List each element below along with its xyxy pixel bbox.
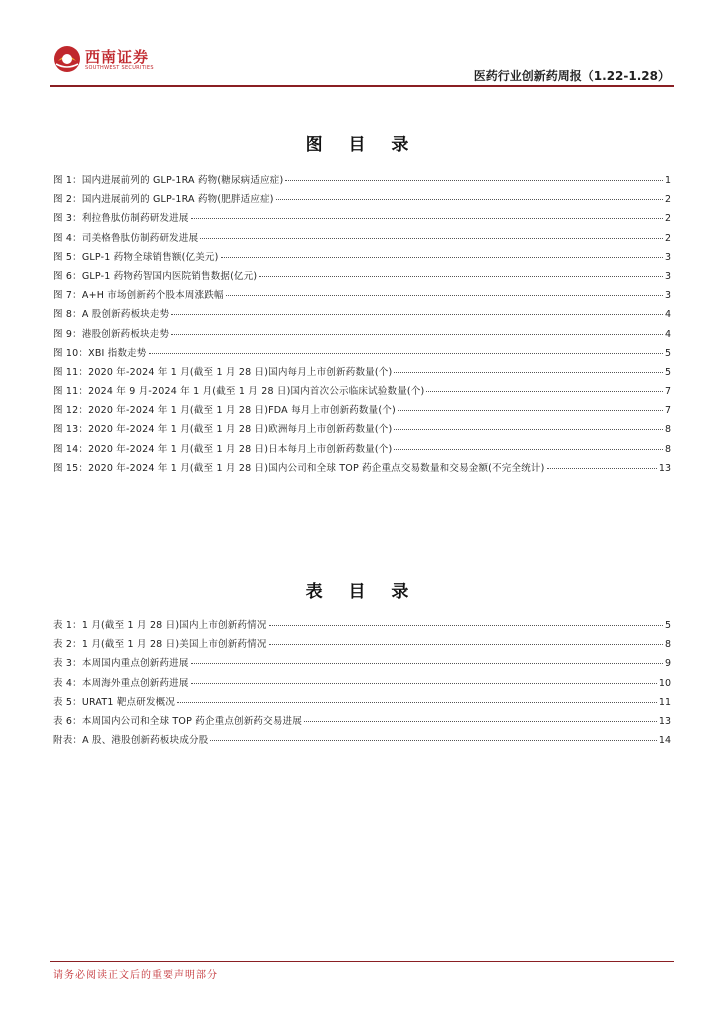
figure-entry-page-number: 2: [664, 213, 671, 225]
table-entry[interactable]: [53, 713, 671, 732]
table-entry-page-number: 14: [658, 735, 671, 747]
dot-leader: [191, 218, 663, 219]
table-entry[interactable]: [53, 732, 671, 751]
table-entry-label: 附表：A 股、港股创新药板块成分股: [53, 735, 209, 747]
dot-leader: [221, 257, 663, 258]
figure-entry[interactable]: [53, 268, 671, 287]
dot-leader: [191, 663, 663, 664]
dot-leader: [259, 276, 663, 277]
dot-leader: [394, 429, 663, 430]
dot-leader: [191, 683, 657, 684]
figure-entry-page-number: 4: [664, 328, 671, 340]
dot-leader: [304, 721, 657, 722]
figure-entry[interactable]: [53, 306, 671, 325]
figure-entry-page-number: 2: [664, 232, 671, 244]
company-logo: [53, 45, 173, 75]
dot-leader: [171, 314, 663, 315]
figure-entry[interactable]: [53, 287, 671, 306]
dot-leader: [394, 372, 663, 373]
table-entry[interactable]: [53, 636, 671, 655]
figure-entry-page-number: 13: [658, 462, 671, 474]
figure-entry-label: 图 11：2024 年 9 月-2024 年 1 月(截至 1 月 28 日)国内首次公示临床试验数量(个): [53, 386, 425, 398]
figure-entry[interactable]: [53, 441, 671, 460]
figure-entry-page-number: 3: [664, 270, 671, 282]
page-header: [0, 0, 724, 90]
figure-entry-page-number: 2: [664, 194, 671, 206]
tables-toc-list: [53, 617, 671, 751]
figure-entry[interactable]: [53, 421, 671, 440]
table-entry-label: 表 2：1 月(截至 1 月 28 日)美国上市创新药情况: [53, 639, 267, 651]
dot-leader: [210, 740, 656, 741]
figure-entry-label: 图 4：司美格鲁肽仿制药研发进展: [53, 232, 199, 244]
figure-entry[interactable]: [53, 402, 671, 421]
table-entry-page-number: 10: [658, 677, 671, 689]
figure-entry-label: 图 12：2020 年-2024 年 1 月(截至 1 月 28 日)FDA 每月上市创新药数量(个): [53, 405, 396, 417]
figure-entry-label: 图 7：A+H 市场创新药个股本周涨跌幅: [53, 290, 224, 302]
dot-leader: [149, 353, 663, 354]
header-divider: [50, 85, 674, 87]
report-title: 医药行业创新药周报（1.22-1.28）: [473, 69, 670, 83]
table-entry-page-number: 9: [664, 658, 671, 670]
figure-entry[interactable]: [53, 249, 671, 268]
figure-entry-label: 图 13：2020 年-2024 年 1 月(截至 1 月 28 日)欧洲每月上市创新药数量(个): [53, 424, 393, 436]
figure-entry[interactable]: [53, 230, 671, 249]
figure-entry-label: 图 1：国内进展前列的 GLP-1RA 药物(糖尿病适应症): [53, 175, 284, 186]
figure-entry-label: 图 3：利拉鲁肽仿制药研发进展: [53, 213, 189, 225]
figure-entry-label: 图 9：港股创新药板块走势: [53, 328, 170, 340]
dot-leader: [394, 449, 663, 450]
dot-leader: [200, 238, 663, 239]
figure-entry[interactable]: [53, 460, 671, 479]
table-entry[interactable]: [53, 694, 671, 713]
figure-entry-label: 图 8：A 股创新药板块走势: [53, 309, 170, 321]
figure-entry[interactable]: [53, 172, 671, 191]
table-entry[interactable]: [53, 675, 671, 694]
figure-entry-page-number: 8: [664, 424, 671, 436]
dot-leader: [177, 702, 657, 703]
figure-entry-label: 图 2：国内进展前列的 GLP-1RA 药物(肥胖适应症): [53, 194, 274, 206]
figure-entry-label: 图 15：2020 年-2024 年 1 月(截至 1 月 28 日)国内公司和全球 TOP 药企重点交易数量和交易金额(不完全统计): [53, 462, 545, 474]
dot-leader: [269, 625, 663, 626]
figure-entry-page-number: 1: [664, 175, 671, 186]
figure-entry-page-number: 3: [664, 290, 671, 302]
figure-entry-label: 图 10：XBI 指数走势: [53, 347, 147, 359]
table-entry-label: 表 3：本周国内重点创新药进展: [53, 658, 189, 670]
figure-entry-page-number: 5: [664, 347, 671, 359]
figure-entry[interactable]: [53, 210, 671, 229]
figure-entry[interactable]: [53, 383, 671, 402]
dot-leader: [398, 410, 663, 411]
footer-divider: [50, 961, 674, 962]
figure-entry-page-number: 3: [664, 251, 671, 263]
figure-entry-page-number: 7: [664, 386, 671, 398]
dot-leader: [171, 334, 663, 335]
company-logo-icon: [53, 45, 81, 73]
figure-entry-label: 图 6：GLP-1 药物药智国内医院销售数据(亿元): [53, 270, 258, 282]
table-entry-page-number: 11: [658, 696, 671, 708]
table-entry[interactable]: [53, 617, 671, 636]
table-entry-page-number: 8: [664, 639, 671, 651]
figures-section-title: 图 目 录: [305, 135, 419, 155]
table-entry-label: 表 1：1 月(截至 1 月 28 日)国内上市创新药情况: [53, 620, 267, 631]
dot-leader: [547, 468, 657, 469]
table-entry-label: 表 6：本周国内公司和全球 TOP 药企重点创新药交易进展: [53, 715, 302, 727]
figure-entry-label: 图 5：GLP-1 药物全球销售额(亿美元): [53, 251, 219, 263]
footer-disclaimer: 请务必阅读正文后的重要声明部分: [53, 970, 218, 981]
dot-leader: [285, 180, 663, 181]
figure-entry-label: 图 14：2020 年-2024 年 1 月(截至 1 月 28 日)日本每月上市创新药数量(个): [53, 443, 393, 455]
logo-english-name: SOUTHWEST SECURITIES: [85, 65, 154, 71]
figure-entry[interactable]: [53, 191, 671, 210]
figure-entry[interactable]: [53, 364, 671, 383]
dot-leader: [269, 644, 663, 645]
figures-toc-list: [53, 172, 671, 479]
table-entry-page-number: 5: [664, 620, 671, 631]
figure-entry[interactable]: [53, 326, 671, 345]
dot-leader: [226, 295, 663, 296]
figure-entry[interactable]: [53, 345, 671, 364]
figure-entry-label: 图 11：2020 年-2024 年 1 月(截至 1 月 28 日)国内每月上市创新药数量(个): [53, 366, 393, 378]
figure-entry-page-number: 8: [664, 443, 671, 455]
dot-leader: [426, 391, 663, 392]
dot-leader: [276, 199, 663, 200]
figure-entry-page-number: 7: [664, 405, 671, 417]
figure-entry-page-number: 4: [664, 309, 671, 321]
logo-chinese-name: 西南证券: [85, 48, 150, 66]
table-entry-label: 表 5：URAT1 靶点研发概况: [53, 696, 176, 708]
tables-section-title: 表 目 录: [305, 582, 419, 602]
table-entry[interactable]: [53, 655, 671, 674]
table-entry-label: 表 4：本周海外重点创新药进展: [53, 677, 189, 689]
table-entry-page-number: 13: [658, 715, 671, 727]
figure-entry-page-number: 5: [664, 366, 671, 378]
